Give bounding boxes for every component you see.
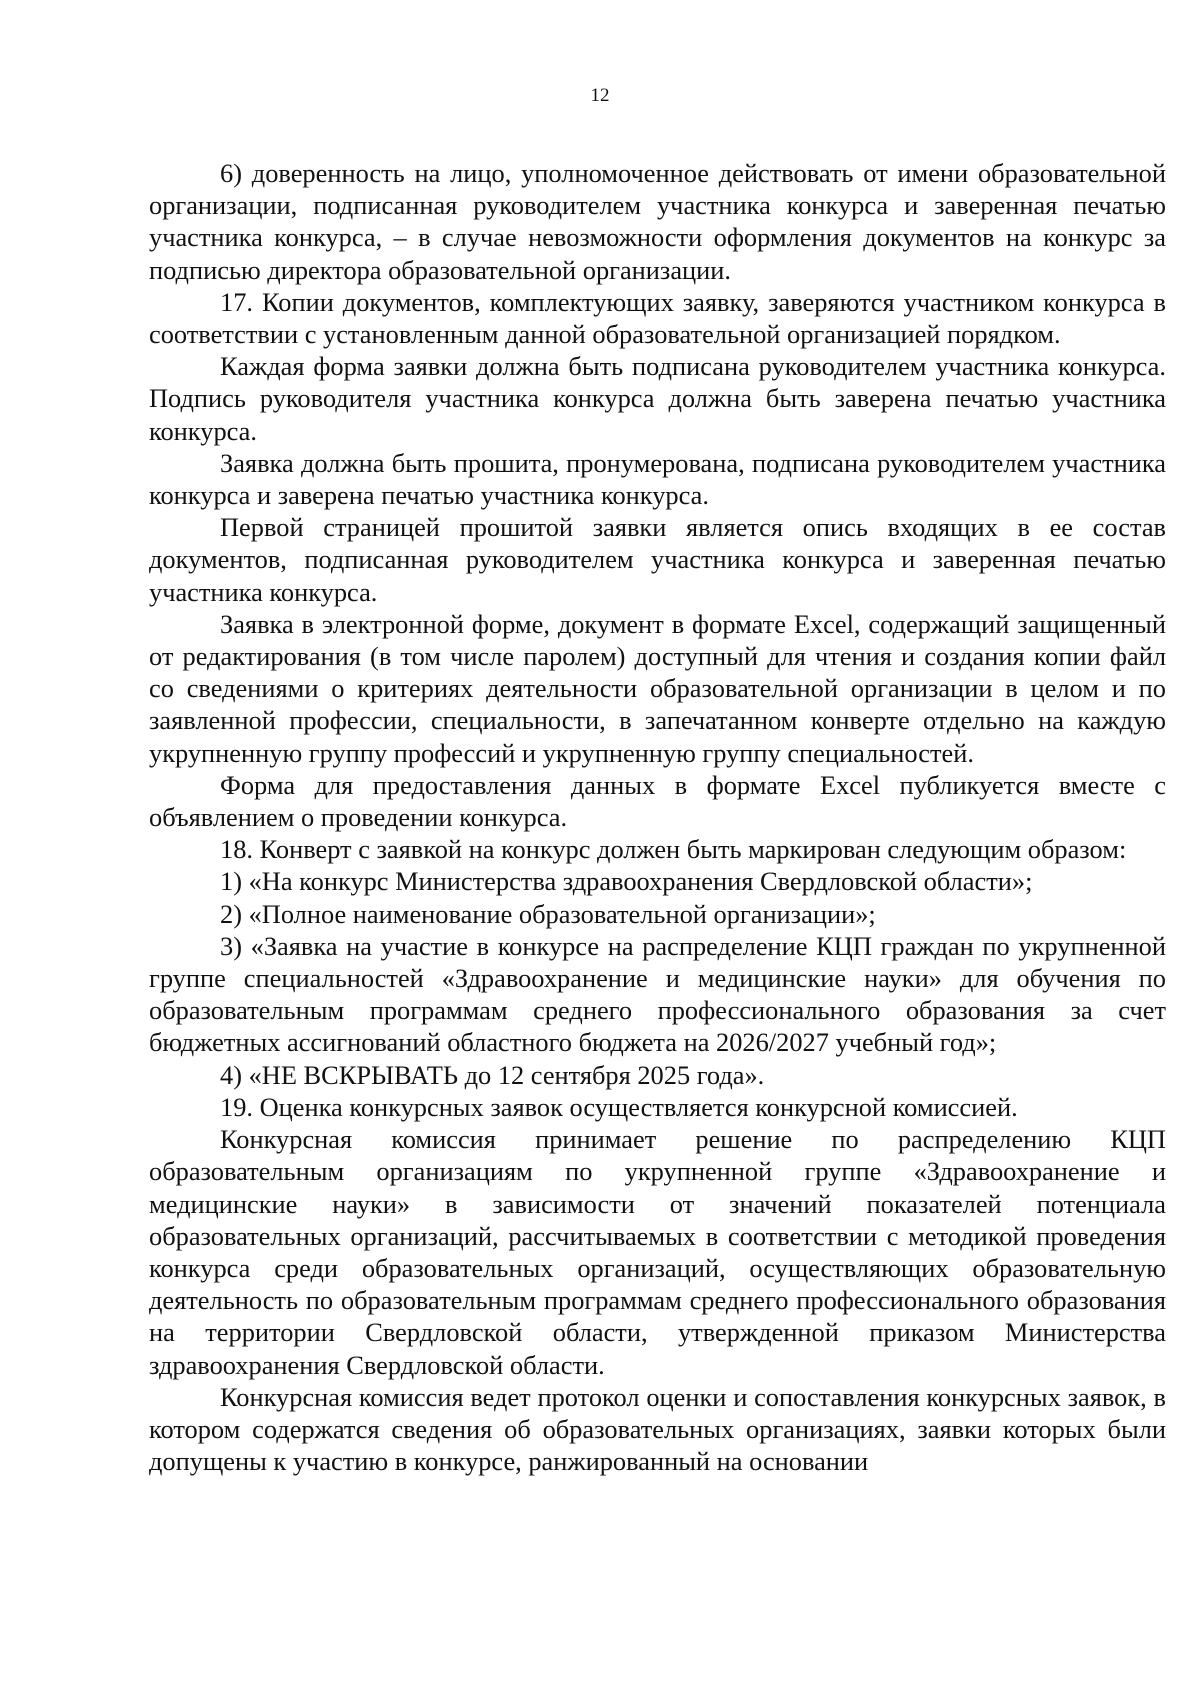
paragraph-marking-item-1: 1) «На конкурс Министерства здравоохранения Свердловской области»; [220,866,1033,897]
paragraph-application-binding: Заявка должна быть прошита, пронумерована, подписана руководителем участника конкурса и заверена печатью участника конкурса. [149,447,1166,511]
paragraph-inventory-first-page: Первой страницей прошитой заявки является опись входящих в ее состав документов, подписанная руководителем участника конкурса и заверенная печатью участника конкурса. [149,512,1166,607]
paragraph-marking-item-4: 4) «НЕ ВСКРЫВАТЬ до 12 сентября 2025 года». [220,1059,765,1090]
paragraph-marking-item-2: 2) «Полное наименование образовательной организации»; [220,898,876,929]
paragraph-19-evaluation: 19. Оценка конкурсных заявок осуществляется конкурсной комиссией. [220,1091,1018,1122]
paragraph-marking-item-3: 3) «Заявка на участие в конкурсе на распределение КЦП граждан по укрупненной группе специальностей «Здравоохранение и медицинские науки» для обучения по образовательным программам среднего профессионального образования за счет бюджетных ассигнований областного бюджета на 2026/2027 учебный год»; [149,930,1166,1058]
paragraph-18-envelope-marking: 18. Конверт с заявкой на конкурс должен быть маркирован следующим образом: [220,834,1127,865]
paragraph-17-document-copies: 17. Копии документов, комплектующих заявку, заверяются участником конкурса в соответствии с установленным данной образовательной организацией порядком. [149,286,1166,350]
paragraph-commission-decision: Конкурсная комиссия принимает решение по распределению КЦП образовательным организациям по укрупненной группе «Здравоохранение и медицинские науки» в зависимости от значений показателей потенциала образовательных организаций, рассчитываемых в соответствии с методикой проведения конкурса среди образовательных организаций, осуществляющих образовательную деятельность по образовательным программам среднего профессионального образования на территории Свердловской области, утвержденной приказом Министерства здравоохранения Свердловской области. [149,1124,1166,1380]
paragraph-commission-protocol: Конкурсная комиссия ведет протокол оценки и сопоставления конкурсных заявок, в котором содержатся сведения об образовательных организациях, заявки которых были допущены к участию в конкурсе, ранжированный на основании [149,1381,1166,1477]
paragraph-electronic-form: Заявка в электронной форме, документ в формате Excel, содержащий защищенный от редактирования (в том числе паролем) доступный для чтения и создания копии файл со сведениями о критериях деятельности образовательной организации в целом и по заявленной профессии, специальности, в запечатанном конверте отдельно на каждую укрупненную группу профессий и укрупненную группу специальностей. [149,608,1166,768]
page-number: 12 [590,85,610,106]
paragraph-form-signature: Каждая форма заявки должна быть подписана руководителем участника конкурса. Подпись руководителя участника конкурса должна быть заверена печатью участника конкурса. [149,351,1166,446]
document-body [149,157,1166,1477]
paragraph-item-6-power-of-attorney: 6) доверенность на лицо, уполномоченное действовать от имени образовательной организации, подписанная руководителем участника конкурса и заверенная печатью участника конкурса, – в случае невозможности оформления документов на конкурс за подписью директора образовательной организации. [149,158,1166,285]
paragraph-excel-form-publication: Форма для предоставления данных в формате Excel публикуется вместе с объявлением о проведении конкурса. [149,769,1166,833]
